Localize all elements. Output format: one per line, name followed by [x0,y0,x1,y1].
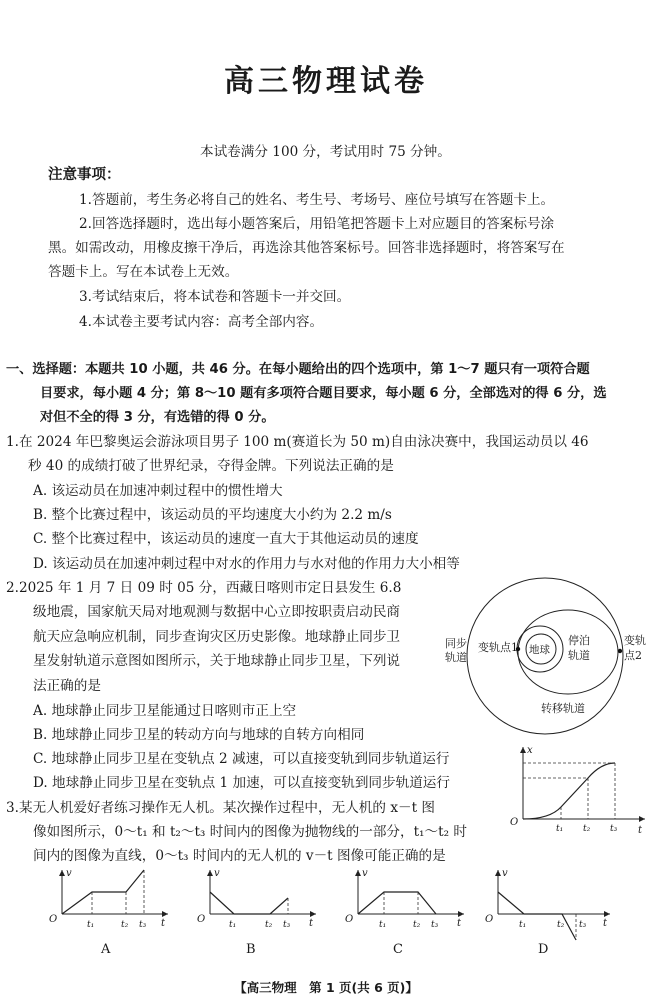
question-stem: 1.在 2024 年巴黎奥运会游泳项目男子 100 m(赛道长为 50 m)自由泳决赛中，我国运动员以 46 [6,434,589,450]
vt-graph-b [192,866,322,958]
tick-label: t₁ [519,920,527,930]
vt-line [358,892,436,914]
notice-item: 答题卡上。写在本试卷上无效。 [48,264,239,280]
tick-label: t₃ [139,920,147,930]
vt-line [62,870,144,914]
question-stem: 秒 40 的成绩打破了世界纪录，夺得金牌。下列说法正确的是 [28,458,394,474]
tick-label: t₃ [283,920,291,930]
change-point-1-label: 变轨点1 [478,641,518,654]
y-axis-label: v [214,868,220,879]
origin-label: O [345,914,354,925]
vt-graph-d [480,866,620,958]
notice-heading: 注意事项： [48,167,121,183]
section-line: 对但不全的得 3 分，有选错的得 0 分。 [40,410,275,425]
x-axis-arrow [604,911,610,917]
section-line: 目要求，每小题 4 分；第 8～10 题有多项符合题目要求，每小题 6 分，全部选对的得 6 分，选 [40,386,607,401]
sync-orbit-label-2: 轨道 [445,651,467,664]
tick-label: t₃ [579,920,587,930]
origin-label: O [49,914,58,925]
tick-label: t₂ [413,920,421,930]
option-label: A [101,942,111,957]
option-b: B. 地球静止同步卫星的转动方向与地球的自转方向相同 [33,727,365,743]
vt-graph-c [340,866,470,958]
tick-label: t₂ [121,920,129,930]
section-line: 一、选择题：本题共 10 小题，共 46 分。在每小题给出的四个选项中，第 1～7 题只有一项符合题 [6,362,590,377]
option-label: D [538,942,549,957]
x-axis-label: t [161,918,166,929]
question-stem: 星发射轨道示意图如图所示，关于地球静止同步卫星，下列说 [33,653,401,669]
transfer-orbit-label: 转移轨道 [541,702,585,715]
change-point-2-label: 变轨 [624,634,646,647]
change-point-2-label-2: 点2 [624,649,642,662]
y-axis-label: x [527,745,533,756]
question-stem: 间内的图像为直线，0～t₃ 时间内的无人机的 v－t 图像可能正确的是 [33,848,446,864]
parking-orbit-label-2: 轨道 [568,649,590,662]
y-axis-label: v [66,868,72,879]
y-axis-arrow [355,870,361,876]
tick-label: t₂ [557,920,565,930]
vt-graph-a [44,866,174,958]
origin-label: O [510,817,519,828]
tick-label: t₂ [583,824,591,834]
y-axis-arrow [520,747,526,753]
notice-item: 4.本试卷主要考试内容：高考全部内容。 [79,314,324,330]
origin-label: O [485,914,494,925]
question-stem: 3.某无人机爱好者练习操作无人机。某次操作过程中，无人机的 x－t 图 [6,800,435,816]
y-axis-arrow [207,870,213,876]
option-c: C. 整个比赛过程中，该运动员的速度一直大于其他运动员的速度 [33,531,419,547]
y-axis-label: v [502,868,508,879]
page-title: 高三物理试卷 [224,64,428,99]
x-axis-arrow [639,816,645,822]
question-stem: 2.2025 年 1 月 7 日 09 时 05 分，西藏日喀则市定日县发生 6.8 [6,580,402,596]
page-footer: 【高三物理 第 1 页(共 6 页)】 [234,980,418,995]
option-d: D. 地球静止同步卫星在变轨点 1 加速，可以直接变轨到同步轨道运行 [33,775,450,791]
x-axis-arrow [162,911,168,917]
x-axis-label: t [457,918,462,929]
notice-item: 1.答题前，考生务必将自己的姓名、考生号、考场号、座位号填写在答题卡上。 [79,192,555,208]
option-b: B. 整个比赛过程中，该运动员的平均速度大小约为 2.2 m/s [33,507,392,523]
question-stem: 航天应急响应机制，同步查询灾区历史影像。地球静止同步卫 [33,629,401,645]
option-label: B [246,942,256,957]
option-a: A. 地球静止同步卫星能通过日喀则市正上空 [33,703,297,719]
option-a: A. 该运动员在加速冲刺过程中的惯性增大 [33,483,283,499]
tick-label: t₂ [265,920,273,930]
x-axis-arrow [458,911,464,917]
tick-label: t₁ [556,824,564,834]
notice-item: 3.考试结束后，将本试卷和答题卡一并交回。 [79,289,351,305]
x-axis-label: t [309,918,314,929]
tick-label: t₃ [431,920,439,930]
earth-label: 地球 [529,644,550,656]
question-stem: 像如图所示，0～t₁ 和 t₂～t₃ 时间内的图像为抛物线的一部分，t₁～t₂ 时 [33,824,467,840]
x-axis-arrow [310,911,316,917]
notice-item: 黑。如需改动，用橡皮擦干净后，再选涂其他答案标号。回答非选择题时，将答案写在 [48,240,565,256]
tick-label: t₁ [87,920,95,930]
orbit-diagram [440,574,650,738]
x-axis-label: t [638,825,643,836]
option-c: C. 地球静止同步卫星在变轨点 2 减速，可以直接变轨到同步轨道运行 [33,751,450,767]
xt-curve [523,763,615,819]
x-axis-label: t [603,918,608,929]
sync-orbit-label: 同步 [445,637,467,650]
question-stem: 级地震，国家航天局对地观测与数据中心立即按职责启动民商 [33,604,401,620]
y-axis-arrow [59,870,65,876]
tick-label: t₃ [610,824,618,834]
option-d: D. 该运动员在加速冲刺过程中对水的作用力与水对他的作用力大小相等 [33,556,460,572]
origin-label: O [197,914,206,925]
tick-label: t₁ [229,920,237,930]
option-label: C [393,942,403,957]
change-point-2-marker [618,649,622,653]
vt-line [210,892,288,914]
y-axis-label: v [362,868,368,879]
y-axis-arrow [495,870,501,876]
vt-line [498,892,576,940]
tick-label: t₁ [379,920,387,930]
question-stem: 法正确的是 [33,678,101,694]
parking-orbit-label: 停泊 [568,634,590,647]
exam-info: 本试卷满分 100 分，考试用时 75 分钟。 [200,144,451,160]
xt-graph [505,743,650,838]
notice-item: 2.回答选择题时，选出每小题答案后，用铅笔把答题卡上对应题目的答案标号涂 [79,216,555,232]
